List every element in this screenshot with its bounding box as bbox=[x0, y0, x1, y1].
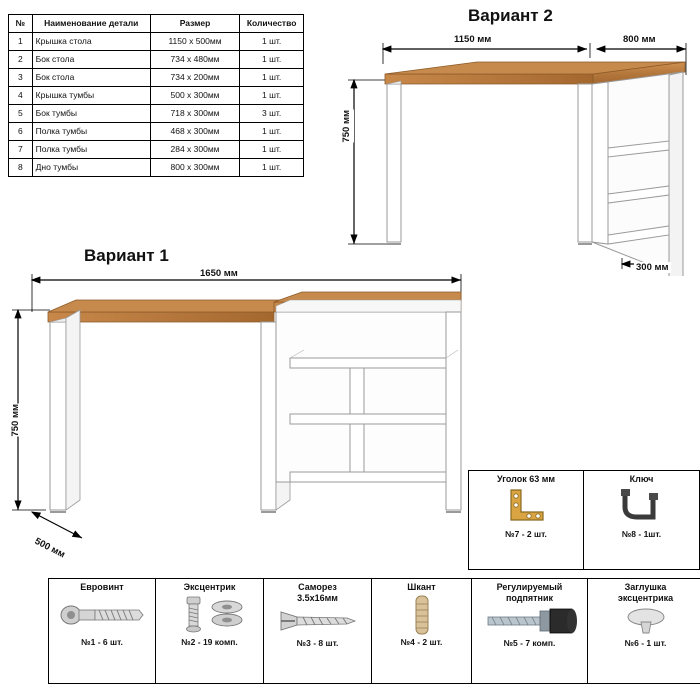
cell-size: 468 х 300мм bbox=[150, 123, 240, 141]
hardware-caption: №4 - 2 шт. bbox=[400, 637, 443, 647]
hardware-caption: №2 - 19 комп. bbox=[181, 637, 238, 647]
self-tapping-screw-icon bbox=[264, 604, 371, 638]
hardware-caption: №7 - 2 шт. bbox=[505, 529, 547, 539]
hardware-title-line1: Заглушка bbox=[624, 582, 667, 592]
table-row bbox=[9, 33, 304, 51]
table-row bbox=[9, 141, 304, 159]
hardware-item-confirmat-screw bbox=[48, 578, 156, 684]
hardware-item-cam-lock bbox=[156, 578, 264, 684]
hardware-title-line2: 3.5x16мм bbox=[297, 593, 338, 603]
cell-name: Полка тумбы bbox=[32, 123, 150, 141]
cell-number: 1 bbox=[9, 33, 33, 51]
hardware-bottom-row bbox=[48, 578, 700, 684]
cam-cover-cap-icon bbox=[588, 604, 700, 638]
hardware-caption: №5 - 7 комп. bbox=[503, 638, 556, 648]
cell-name: Бок стола bbox=[32, 51, 150, 69]
cell-name: Бок стола bbox=[32, 69, 150, 87]
table-row bbox=[9, 87, 304, 105]
cell-number: 4 bbox=[9, 87, 33, 105]
variant2-dim-top-right: 800 мм bbox=[623, 34, 656, 45]
dowel-icon bbox=[372, 593, 471, 637]
cam-lock-icon bbox=[156, 593, 263, 637]
confirmat-screw-icon bbox=[49, 593, 155, 637]
table-header-row bbox=[9, 15, 304, 33]
hardware-caption: №6 - 1 шт. bbox=[624, 638, 667, 648]
table-row bbox=[9, 123, 304, 141]
cell-name: Дно тумбы bbox=[32, 159, 150, 177]
hardware-title-line2: эксцентрика bbox=[617, 593, 674, 603]
cell-qty: 1 шт. bbox=[240, 141, 304, 159]
hardware-item-adjustable-foot bbox=[472, 578, 588, 684]
hardware-caption: №3 - 8 шт. bbox=[296, 638, 339, 648]
hardware-caption: №8 - 1шт. bbox=[621, 529, 662, 539]
cell-qty: 1 шт. bbox=[240, 69, 304, 87]
cell-size: 500 х 300мм bbox=[150, 87, 240, 105]
hardware-title: Эксцентрик bbox=[183, 582, 236, 592]
cell-name: Полка тумбы bbox=[32, 141, 150, 159]
cell-number: 5 bbox=[9, 105, 33, 123]
hardware-title-line1: Саморез bbox=[298, 582, 337, 592]
table-header-number: № bbox=[9, 15, 33, 33]
hardware-item-self-tapping-screw bbox=[264, 578, 372, 684]
cell-size: 1150 x 500мм bbox=[150, 33, 240, 51]
cell-number: 3 bbox=[9, 69, 33, 87]
variant1-dim-depth: 500 мм bbox=[32, 535, 67, 561]
table-header-name: Наименование детали bbox=[32, 15, 150, 33]
cell-size: 718 х 300мм bbox=[150, 105, 240, 123]
cell-name: Бок тумбы bbox=[32, 105, 150, 123]
table-header-size: Размер bbox=[150, 15, 240, 33]
hardware-title: Уголок 63 мм bbox=[496, 474, 556, 484]
cell-qty: 1 шт. bbox=[240, 33, 304, 51]
parts-table bbox=[8, 14, 304, 177]
hardware-item-cam-cover-cap bbox=[588, 578, 700, 684]
allen-key-icon bbox=[584, 485, 699, 529]
hardware-item-dowel bbox=[372, 578, 472, 684]
table-row bbox=[9, 105, 304, 123]
variant2-dim-depth: 300 мм bbox=[636, 262, 669, 273]
table-row bbox=[9, 51, 304, 69]
hardware-title: Евровинт bbox=[80, 582, 124, 592]
hardware-item-corner-bracket bbox=[468, 470, 584, 570]
table-header-qty: Количество bbox=[240, 15, 304, 33]
variant2-drawing bbox=[325, 28, 700, 276]
table-row bbox=[9, 159, 304, 177]
cell-qty: 1 шт. bbox=[240, 87, 304, 105]
cell-size: 734 х 200мм bbox=[150, 69, 240, 87]
cell-size: 734 х 480мм bbox=[150, 51, 240, 69]
cell-number: 6 bbox=[9, 123, 33, 141]
hardware-title-line2: подпятник bbox=[505, 593, 554, 603]
variant1-drawing bbox=[6, 262, 471, 552]
variant2-dim-top-left: 1150 мм bbox=[454, 34, 492, 45]
cell-qty: 3 шт. bbox=[240, 105, 304, 123]
cell-qty: 1 шт. bbox=[240, 123, 304, 141]
hardware-title: Шкант bbox=[407, 582, 436, 592]
cell-size: 800 х 300мм bbox=[150, 159, 240, 177]
variant1-title: Вариант 1 bbox=[84, 246, 169, 265]
variant1-depth-dimension bbox=[32, 512, 82, 538]
hardware-title: Ключ bbox=[629, 474, 654, 484]
hardware-caption: №1 - 6 шт. bbox=[81, 637, 123, 647]
cell-number: 8 bbox=[9, 159, 33, 177]
cell-number: 7 bbox=[9, 141, 33, 159]
cell-qty: 1 шт. bbox=[240, 159, 304, 177]
adjustable-foot-icon bbox=[472, 604, 587, 638]
cell-size: 284 х 300мм bbox=[150, 141, 240, 159]
hardware-title-line1: Регулируемый bbox=[496, 582, 563, 592]
cell-name: Крышка стола bbox=[32, 33, 150, 51]
variant1-dim-width: 1650 мм bbox=[200, 268, 238, 279]
variant2-title: Вариант 2 bbox=[468, 6, 553, 25]
variant2-dim-height: 750 мм bbox=[341, 110, 352, 143]
table-row bbox=[9, 69, 304, 87]
hardware-top-row bbox=[468, 470, 700, 570]
cell-qty: 1 шт. bbox=[240, 51, 304, 69]
corner-bracket-icon bbox=[469, 485, 583, 529]
cell-number: 2 bbox=[9, 51, 33, 69]
hardware-item-allen-key bbox=[584, 470, 700, 570]
variant1-dim-height: 750 мм bbox=[10, 404, 21, 437]
cell-name: Крышка тумбы bbox=[32, 87, 150, 105]
